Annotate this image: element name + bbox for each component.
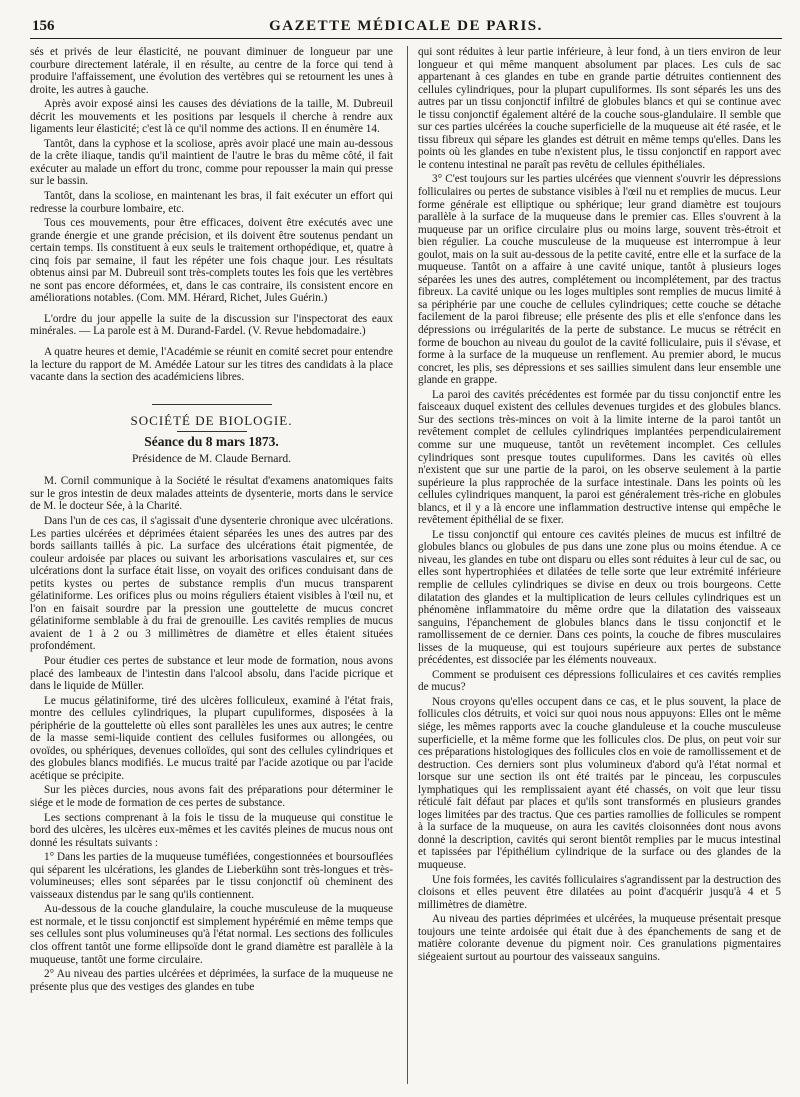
paragraph: La paroi des cavités précédentes est formée par du tissu conjonctif entre les faisceaux duquel existent des cellules devenues turgides et des globules blancs. Sur des sections très-minces on voit à la limite interne de la paroi tantôt un revêtement complet de cellules cylindriques implantées perpendiculairement comme sur une muqueuse, tantôt un revêtement incomplet. Ces cellules cylindriques sont presque toutes cupuliformes. Dans les cavités où elles n'existent que sur une partie de la paroi, on les observe seulement à la partie supérieure la plus rapprochée de la surface intestinale. Dans les points où les cellules cylindriques manquent, la paroi est généralement très-riche en globules blancs, et il y a là encore une inflammation destructive intense qui empêche le revêtement épithélial de se fixer.: [418, 388, 781, 527]
paragraph: A quatre heures et demie, l'Académie se réunit en comité secret pour entendre la lecture du rapport de M. Amédée Latour sur les titres des candidats à la place vacante dans la section des académiciens libres.: [30, 346, 393, 384]
column-rule: [407, 46, 408, 1084]
paragraph: Au niveau des parties déprimées et ulcérées, la muqueuse présentait presque toujours une teinte ardoisée qui était due à des épanchements de sang et de matière colorante devenue du pigment noir. Ces granulations pigmentaires siégeaient surtout au pourtour des vaisseaux sanguins.: [418, 913, 781, 963]
section-heading: SOCIÉTÉ DE BIOLOGIE.: [130, 412, 293, 428]
session-title: Séance du 8 mars 1873.: [144, 434, 279, 450]
page-header: [30, 16, 782, 39]
paragraph: 3° C'est toujours sur les parties ulcérées que viennent s'ouvrir les dépressions folliculaires ou pertes de substance visibles à l'œil nu et remplies de mucus. Leur forme générale est elliptique ou sphérique; leur grand diamètre est toujours parallèle à la surface de la muqueuse dans le premier cas. Elles s'ouvrent à la muqueuse par un orifice circulaire plus ou moins large, souvent très-étroit et bien régulier. La couche musculeuse de la muqueuse est interrompue à leur goulot, mais on la suit au-dessous de la petite cavité, entre elle et la surface de la muqueuse. Tantôt on a affaire à une cavité unique, tantôt à plusieurs loges séparées les unes des autres, complétement ou incomplétement, par des tractus fibreux. La cavité unique ou les loges multiples sont remplies de mucus limité à sa périphérie par une couche de cellules cylindriques; cette couche se détache facilement de la paroi fibreuse; elle présente des plis et elle s'enfonce dans les dépressions ou irrégularités de la perte de substance. Le mucus se rétrécit en forme de bouchon au niveau du goulot de la cavité folliculaire, puis il s'évase, et forme à la surface de la muqueuse un renflement. Au premier abord, le mucus concret, les plis, ses dépressions et ses saillies simulent dans leur ensemble une glande en grappe.: [418, 173, 781, 387]
paragraph: sés et privés de leur élasticité, ne pouvant diminuer de longueur par une courbure directement latérale, il en résulte, au centre de la force qui tend à produire l'affaissement, une évolution des vertèbres qui se retournent les unes à droite, les autres à gauche.: [30, 46, 393, 96]
paragraph: Pour étudier ces pertes de substance et leur mode de formation, nous avons placé des lambeaux de l'intestin dans l'alcool absolu, dans l'acide picrique et dans le liquide de Müller.: [30, 654, 393, 693]
paragraph: Tantôt, dans la scoliose, en maintenant les bras, il fait exécuter un effort qui redresse la courbure lombaire, etc.: [30, 190, 393, 215]
paragraph: Une fois formées, les cavités folliculaires s'agrandissent par la destruction des cloisons et elles peuvent être dilatées au point d'acquérir jusqu'à 4 et 5 millimètres de diamètre.: [418, 873, 781, 911]
right-column: [418, 46, 781, 1088]
heading-rule: [177, 431, 247, 432]
paragraph: Tous ces mouvements, pour être efficaces, doivent être exécutés avec une grande énergie et une grande précision, et ils doivent être soutenus pendant un certain temps. Ils constituent à eux seuls le traitement orthopédique, et, quatre à cinq fois par semaine, il faut les répéter une fois chaque jour. Les résultats obtenus ainsi par M. Dubreuil sont très-complets toutes les fois que les vertèbres ne sont pas encore déformées, et, dans le cas contraire, ils consistent encore en améliorations notables. (Com. MM. Hérard, Richet, Jules Guérin.): [30, 217, 393, 305]
paragraph: Le mucus gélatiniforme, tiré des ulcères folliculeux, examiné à l'état frais, montre des cellules cylindriques, la plupart cupuliformes, disposées à la périphérie de la gouttelette où elles sont parallèles les unes aux autres; le centre de la masse semi-liquide contient des cellules fusiformes ou allongées, ou ovoïdes, ou sphériques, devenues colloïdes, qui sont des cellules cylindriques et des globules blancs modifiés. Le mucus traité par l'acide azotique ou par l'acide acétique se précipite.: [30, 694, 393, 782]
paragraph: 2° Au niveau des parties ulcérées et déprimées, la surface de la muqueuse ne présente plus que des vestiges des glandes en tube: [30, 968, 393, 993]
paragraph: Au-dessous de la couche glandulaire, la couche musculeuse de la muqueuse est normale, et le tissu conjonctif est simplement hypérémié en même temps que ses cellules sont plus volumineuses qu'à l'état normal. Les sections des follicules clos offrent tantôt une forme ellipsoïde dont le grand diamètre est parallèle à la muqueuse, tantôt une forme circulaire.: [30, 903, 393, 966]
paragraph: qui sont réduites à leur partie inférieure, à leur fond, à un tiers environ de leur longueur et qui même manquent absolument par places. Les culs de sac appartenant à ces glandes en tube en grande partie détruites contiennent des cellules cylindriques, pour la plupart cupuliformes. Ils sont séparés les uns des autres par un tissu conjonctif infiltré de globules blancs et qui se continue avec le tissu conjonctif également altéré de la couche sous-glandulaire. Il semble que sur ces parties ulcérées la couche superficielle de la muqueuse ait été rasée, et le tissu fibreux qui sépare les glandes est détruit en même temps qu'elles. Dans les points où les glandes en tube n'existent plus, le tissu conjonctif en rapport avec le contenu intestinal ne paraît pas revêtu de cellules épithéliales.: [418, 46, 781, 171]
journal-title: GAZETTE MÉDICALE DE PARIS.: [269, 18, 543, 34]
paragraph: Nous croyons qu'elles occupent dans ce cas, et le plus souvent, la place de follicules clos détruits, et voici sur quoi nous nous appuyons: Elles ont le même siége, les mêmes rapports avec la couche glanduleuse et la couche musculeuse superficielle, et la même forme que les follicules clos. De plus, on peut voir sur ces préparations histologiques des follicules clos en voie de ramollissement et de destruction. Ces derniers sont plus volumineux d'abord qu'à l'état normal et lorsque sur une section ils ont été traités par le pinceau, les corpuscules lymphatiques qui les remplissaient ayant été chassés, on voit que leur tissu réticulé fait défaut par places et qu'ils sont transformés en plusieurs grandes loges limitées par des tractus. Que ces parties ramollies de follicules se rompent à la surface de la muqueuse, on aura les cavités cloisonnées dont nous avons donné la description, cavités qui seront bientôt remplies par le mucus intestinal et tapissées par l'épithélium cylindrique de la surface ou des glandes de la muqueuse.: [418, 695, 781, 871]
paragraph: Comment se produisent ces dépressions folliculaires et ces cavités remplies de mucus?: [418, 668, 781, 694]
paragraph: M. Cornil communique à la Société le résultat d'examens anatomiques faits sur le gros intestin de deux malades atteints de dysenterie, morts dans le service de M. le docteur Sée, à la Charité.: [30, 475, 393, 513]
paragraph: Après avoir exposé ainsi les causes des déviations de la taille, M. Dubreuil décrit les mouvements et les positions par lesquels il cherche à rendre aux ligaments leur élasticité; c'est là ce qu'il nomme des actions. Il en énumère 14.: [30, 98, 393, 136]
paragraph: 1° Dans les parties de la muqueuse tuméfiées, congestionnées et boursouflées qui séparent les ulcérations, les glandes de Lieberkühn sont très-longues et très-volumineuses; elles sont séparées par le tissu conjonctif où cheminent des vaisseaux distendus par le sang qu'ils contiennent.: [30, 851, 393, 901]
section-divider: [152, 404, 272, 405]
paragraph: L'ordre du jour appelle la suite de la discussion sur l'inspectorat des eaux minérales. — La parole est à M. Durand-Fardel. (V. Revue hebdomadaire.): [30, 312, 393, 338]
paragraph: Sur les pièces durcies, nous avons fait des préparations pour déterminer le siége et le mode de formation de ces pertes de substance.: [30, 784, 393, 809]
paragraph: Le tissu conjonctif qui entoure ces cavités pleines de mucus est infiltré de globules blancs ou globules de pus dans une zone plus ou moins étendue. A ce niveau, les glandes en tube ont disparu ou elles sont réduites à leur cul de sac, ou elles sont hypertrophiées et dilatées de telle sorte que leur extrémité inférieure remplie de cellules cylindriques se divise en deux ou trois bourgeons. Cette dilatation des glandes et la multiplication de leurs cellules cylindriques est un phénomène inflammatoire du même ordre que la dilatation des vaisseaux sanguins, l'épanchement de globules blancs dans le tissu conjonctif et le ramollissement de ce dernier. Dans ces points, la couche de fibres musculaires lisses de la muqueuse, qui est toujours supérieure aux pertes de substance précédentes, est dissociée par les éléments nouveaux.: [418, 528, 781, 667]
presidency-line: Présidence de M. Claude Bernard.: [131, 451, 292, 465]
paragraph: Les sections comprenant à la fois le tissu de la muqueuse qui constitue le bord des ulcères, les ulcères eux-mêmes et les cavités pleines de mucus nous ont donné les résultats suivants :: [30, 811, 393, 849]
page-number: 156: [32, 18, 55, 34]
paragraph: Tantôt, dans la cyphose et la scoliose, après avoir placé une main au-dessous de la crête iliaque, tandis qu'il maintient de l'autre le bras du même côté, il fait exécuter au malade un effort du tronc, comme pour repousser la main qui presse sur le bassin.: [30, 137, 393, 188]
left-column: [30, 46, 393, 1088]
paragraph: Dans l'un de ces cas, il s'agissait d'une dysenterie chronique avec ulcérations. Les parties ulcérées et déprimées étaient séparées les unes des autres par des bords saillants taillés à pic. La surface des ulcérations était pigmentée, de couleur ardoisée par places ou suivant les arborisations vasculaires et, sur ces ulcérations dont la surface était lisse, on voyait des orifices conduisant dans de petits kystes ou pertes de substance remplis d'un mucus transparent gélatiniforme. Les orifices plus ou moins réguliers étaient visibles à l'œil nu, et l'on en faisait sourdre par la pression une gouttelette de mucus concret gélatiniforme semblable à du frai de grenouille. Les cavités remplies de mucus avaient de 1 à 2 ou 3 millimètres de diamètre et elles étaient situées profondément.: [30, 514, 393, 653]
